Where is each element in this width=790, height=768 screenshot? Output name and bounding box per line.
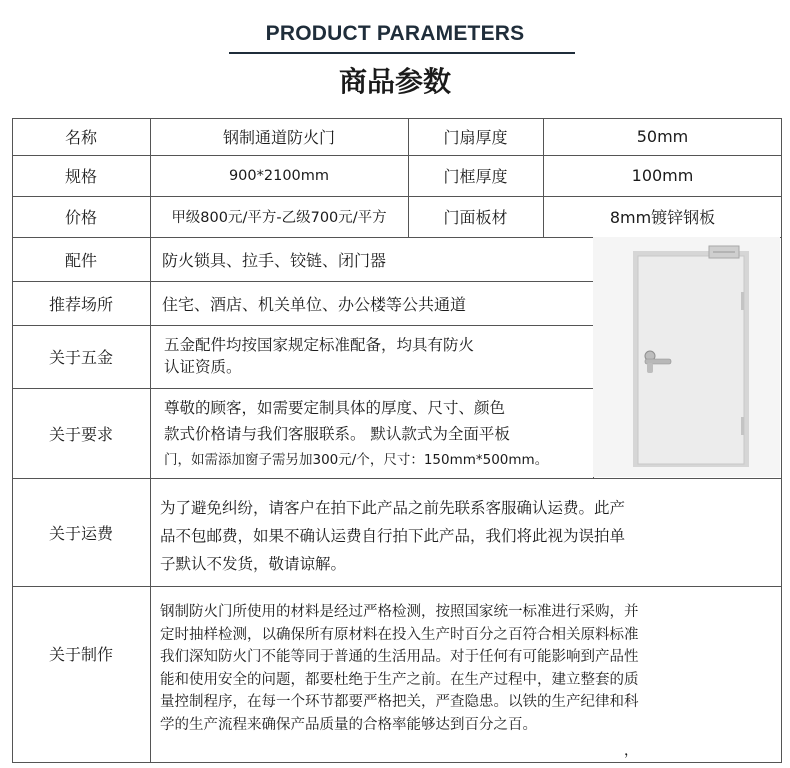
production-text [160, 601, 775, 736]
hardware-line: 五金配件均按国家规定标准配备，均具有防火 [164, 336, 475, 354]
frame-thickness-label: 门框厚度 [443, 167, 508, 186]
production-line: 量控制程序，在每一个环节都要严格把关，严查隐患。以铁的生产纪律和科 [160, 694, 639, 710]
scenes-value: 住宅、酒店、机关单位、办公楼等公共通道 [162, 294, 467, 314]
accessories-label: 配件 [64, 250, 97, 270]
spec-value: 900*2100mm [228, 167, 330, 184]
panel-label: 门面板材 [443, 208, 508, 227]
production-line: 我们深知防火门不能等同于普通的生活用品。对于任何有可能影响到产品性 [160, 649, 639, 665]
leaf-thickness-value: 50mm [636, 127, 689, 146]
production-line: 学的生产流程来确保产品质量的合格率能够达到百分之百。 [160, 716, 537, 733]
shipping-line: 子默认不发货，敬请谅解。 [160, 555, 347, 573]
leaf-thickness-label: 门扇厚度 [443, 128, 508, 147]
header-title-en: PRODUCT PARAMETERS [265, 22, 525, 45]
hardware-text [164, 334, 589, 378]
name-label: 名称 [64, 128, 97, 147]
shipping-text [160, 494, 775, 578]
requirements-line: 尊敬的顾客，如需要定制具体的厚度、尺寸、颜色 [164, 399, 506, 417]
production-line: 钢制防火门所使用的材料是经过严格检测，按照国家统一标准进行采购，并 [160, 604, 639, 620]
shipping-label: 关于运费 [48, 523, 113, 543]
requirements-line: 款式价格请与我们客服联系。 默认款式为全面平板 [164, 425, 510, 443]
accessories-value: 防火锁具、拉手、铰链、闭门器 [162, 250, 387, 270]
requirements-label: 关于要求 [48, 424, 113, 444]
production-label: 关于制作 [48, 644, 113, 664]
production-line: 定时抽样检测，以确保所有原材料在投入生产时百分之百符合相关原料标准 [160, 626, 639, 643]
scenes-label: 推荐场所 [48, 294, 113, 314]
spec-label: 规格 [64, 167, 97, 186]
name-value: 钢制通道防火门 [222, 128, 335, 147]
price-label: 价格 [64, 208, 97, 227]
shipping-line: 为了避免纠纷，请客户在拍下此产品之前先联系客服确认运费。此产 [160, 499, 626, 517]
header-underline [229, 52, 575, 54]
shipping-line: 品不包邮费，如果不确认运费自行拍下此产品，我们将此视为误拍单 [160, 527, 626, 545]
requirements-line: 门，如需添加窗子需另加300元/个，尺寸：150mm*500mm。 [164, 452, 549, 468]
header-title-cn: 商品参数 [338, 65, 451, 98]
frame-thickness-value: 100mm [631, 166, 694, 185]
hardware-label: 关于五金 [48, 348, 113, 367]
hardware-line: 认证资质。 [164, 358, 242, 376]
panel-value: 8mm镀锌钢板 [609, 208, 716, 227]
trailing-mark: ， [624, 743, 638, 759]
production-line: 能和使用安全的问题，都要杜绝于生产之前。在生产过程中，建立整套的质 [160, 671, 639, 688]
requirements-text [164, 395, 589, 473]
price-value: 甲级800元/平方-乙级700元/平方 [171, 210, 387, 226]
fire-door-image [593, 237, 780, 477]
fire-door-illustration [593, 237, 780, 477]
